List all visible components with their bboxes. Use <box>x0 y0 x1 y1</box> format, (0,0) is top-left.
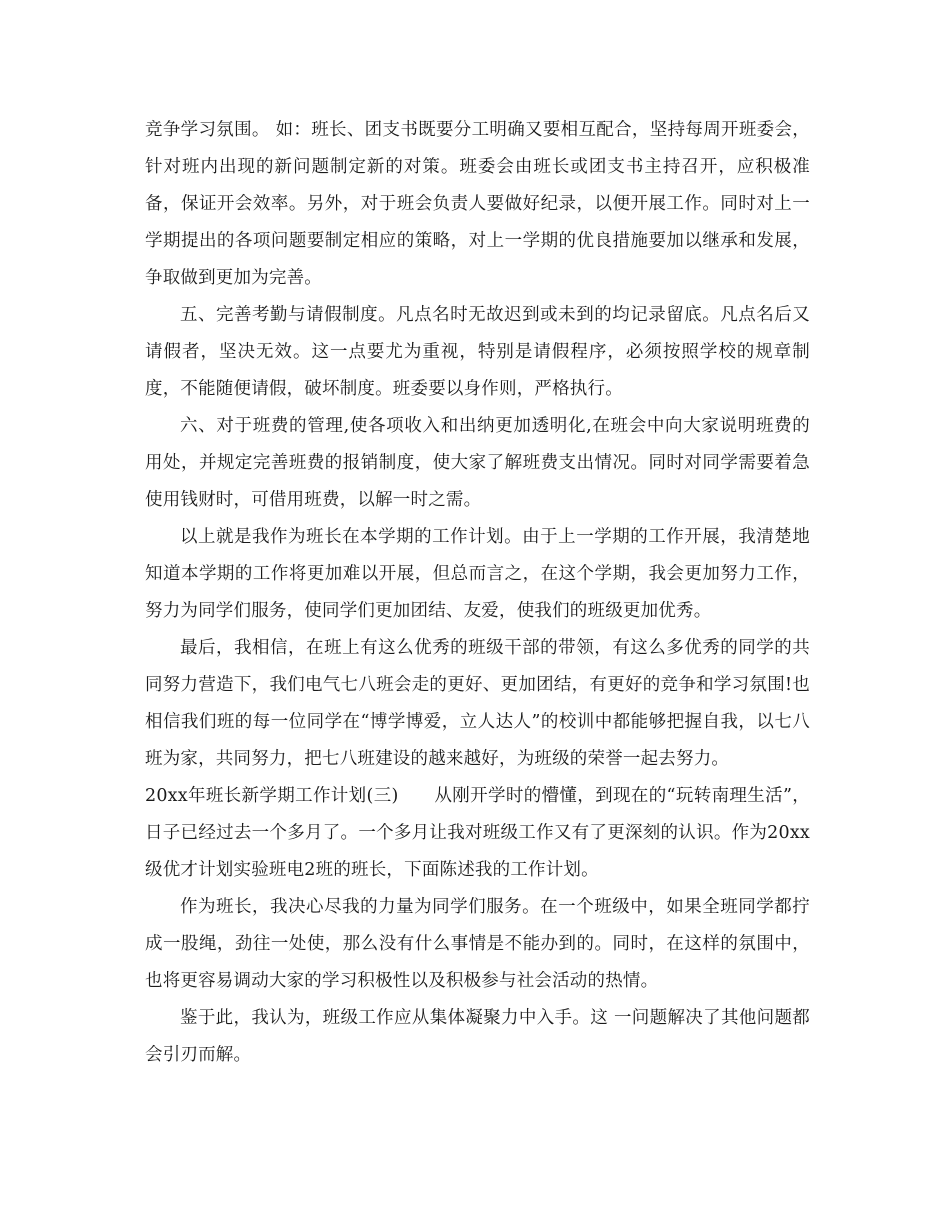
paragraph-7: 作为班长，我决心尽我的力量为同学们服务。在一个班级中，如果全班同学都拧成一股绳，劲往一处使，那么没有什么事情是不能办到的。同时，在这样的氛围中，也将更容易调动大家的学习积极性以及积极参与社会活动的热情。 <box>145 897 810 991</box>
paragraph-3: 六、对于班费的管理,使各项收入和出纳更加透明化,在班会中向大家说明班费的用处，并规定完善班费的报销制度，使大家了解班费支出情况。同时对同学需要着急使用钱财时，可借用班费，以解一时之需。 <box>145 416 810 510</box>
paragraph-1: 竞争学习氛围。 如：班长、团支书既要分工明确又要相互配合，坚持每周开班委会，针对班内出现的新问题制定新的对策。班委会由班长或团支书主持召开，应积极准备，保证开会效率。另外，对于班会负责人要做好纪录，以便开展工作。同时对上一学期提出的各项问题要制定相应的策略，对上一学期的优良措施要加以继承和发展，争取做到更加为完善。 <box>145 120 810 288</box>
paragraph-6: 20xx年班长新学期工作计划(三) 从刚开学时的懵懂，到现在的“玩转南理生活”，日子已经过去一个多月了。一个多月让我对班级工作又有了更深刻的认识。作为20xx级优才计划实验班电2班的班长，下面陈述我的工作计划。 <box>145 786 810 880</box>
paragraph-8: 鉴于此，我认为，班级工作应从集体凝聚力中入手。这 一问题解决了其他问题都会引刃而解。 <box>145 1008 810 1065</box>
paragraph-4: 以上就是我作为班长在本学期的工作计划。由于上一学期的工作开展，我清楚地知道本学期的工作将更加难以开展，但总而言之，在这个学期，我会更加努力工作，努力为同学们服务，使同学们更加团结、友爱，使我们的班级更加优秀。 <box>145 527 810 621</box>
document-body <box>145 112 810 1074</box>
paragraph-5: 最后，我相信，在班上有这么优秀的班级干部的带领，有这么多优秀的同学的共同努力营造下，我们电气七八班会走的更好、更加团结，有更好的竞争和学习氛围!也相信我们班的每一位同学在“博学博爱，立人达人”的校训中都能够把握自我，以七八班为家，共同努力，把七八班建设的越来越好，为班级的荣誉一起去努力。 <box>145 638 810 769</box>
paragraph-2: 五、完善考勤与请假制度。凡点名时无故迟到或未到的均记录留底。凡点名后又请假者，坚决无效。这一点要尤为重视，特别是请假程序，必须按照学校的规章制度，不能随便请假，破坏制度。班委要以身作则，严格执行。 <box>145 305 810 399</box>
